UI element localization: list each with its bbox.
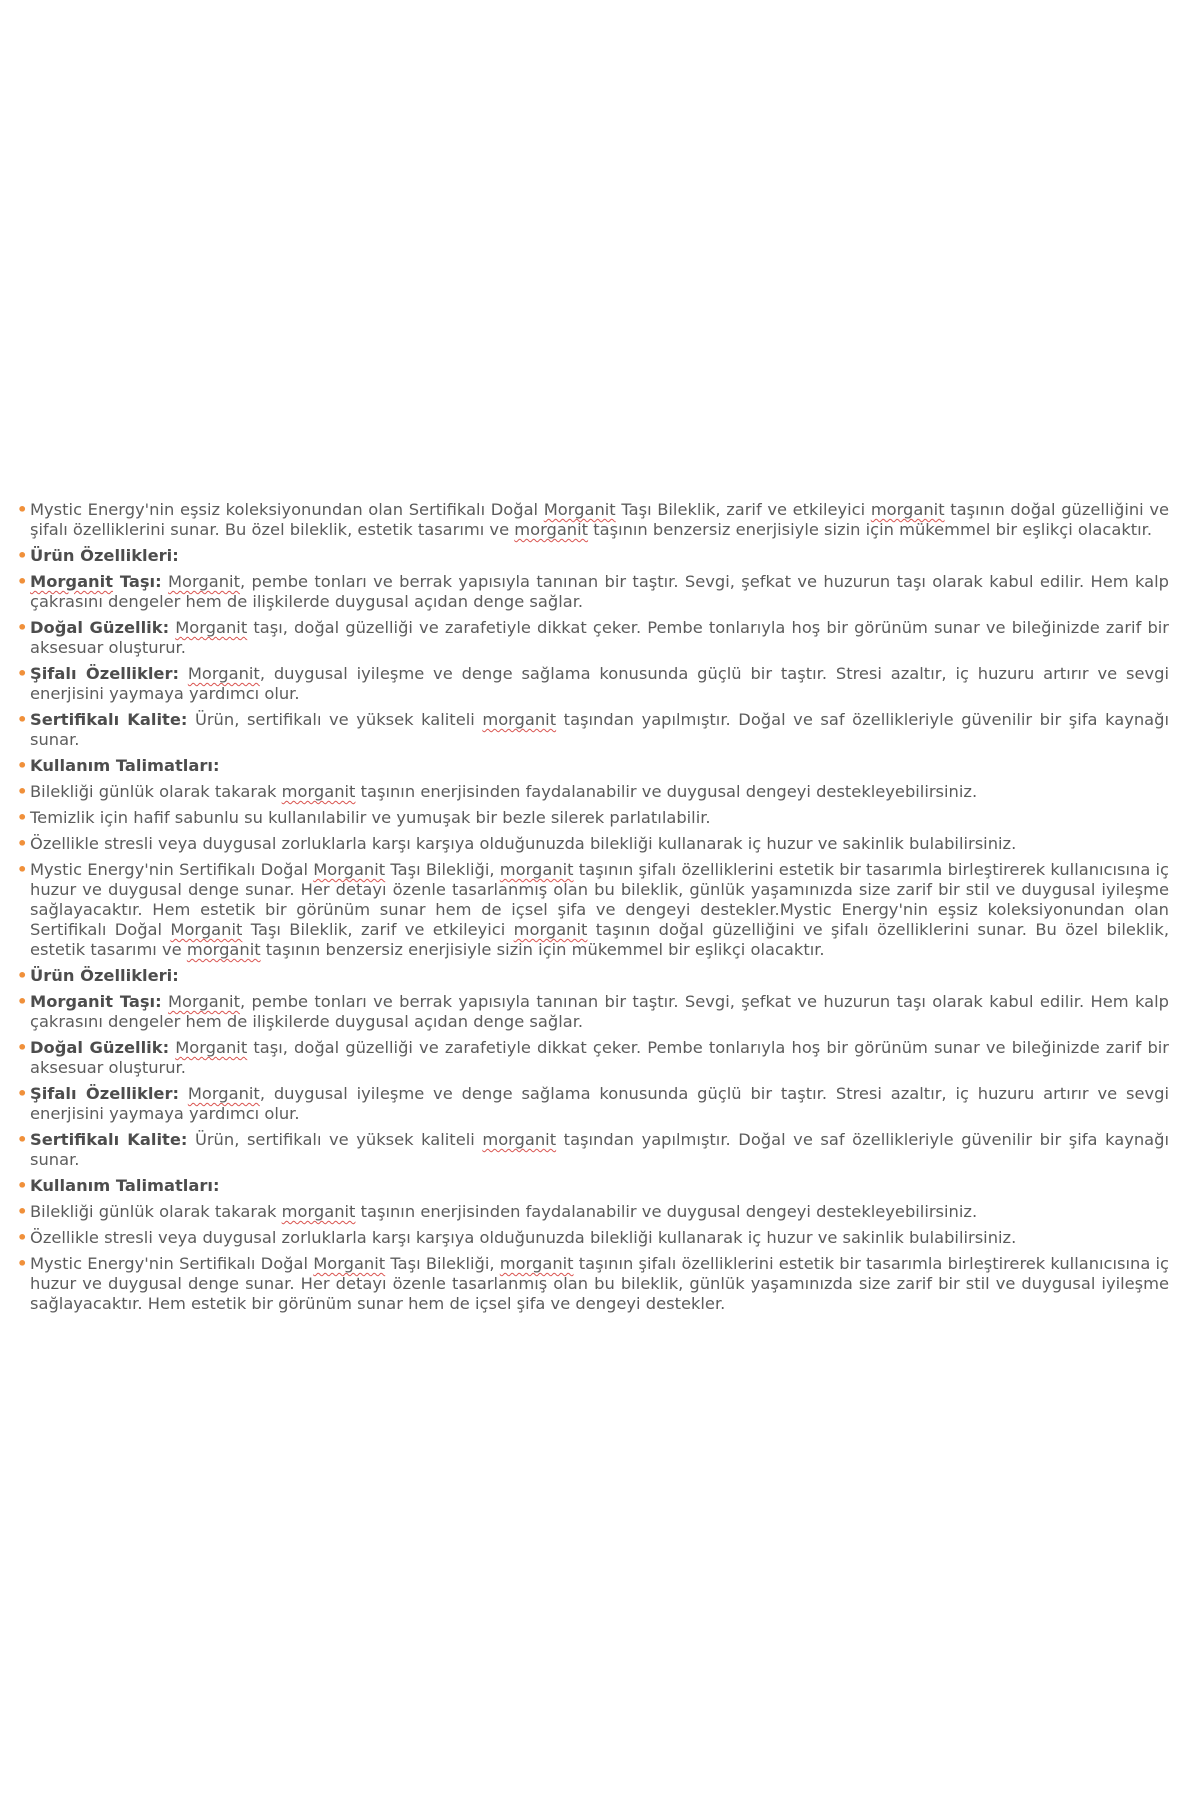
feature-label: Şifalı Özellikler: [30,1084,179,1103]
text-segment: Mystic Energy'nin eşsiz koleksiyonundan olan Sertifikalı Doğal [30,500,544,519]
feature-label: Sertifikalı Kalite: [30,1130,188,1149]
bullet-icon: • [17,966,28,985]
text-segment: Morganit [175,618,248,637]
feature-item [17,572,1169,612]
bullet-icon: • [17,834,28,853]
text-segment: Ürün, sertifikalı ve yüksek kaliteli [187,710,483,729]
text-segment: , duygusal iyileşme ve denge sağlama konusunda güçlü bir taştır. Stresi azaltır, iç huzuru artırır ve sevgi enerjisini yaymaya yardımcı olur. [30,1084,1169,1123]
text-segment: morganit [281,782,356,801]
text-segment: Morganit [313,860,386,879]
text-segment: Mystic Energy'nin Sertifikalı Doğal [30,1254,314,1273]
text-segment: Ürün, sertifikalı ve yüksek kaliteli [187,1130,483,1149]
text-segment: Morganit [187,1084,260,1103]
list-item [17,1254,1169,1314]
text-segment: taşından yapılmıştır. Doğal ve saf özellikleriyle güvenilir bir şifa kaynağı sunar. [30,1130,1169,1169]
text-segment: Taşı Bileklik, zarif ve etkileyici [242,920,514,939]
list-item [17,500,1169,540]
text-segment: morganit [513,920,588,939]
feature-item [17,1084,1169,1124]
section-heading [17,756,1169,776]
section-heading [17,966,1169,986]
bullet-icon: • [17,1254,28,1273]
text-segment: Özellikle stresli veya duygusal zorluklarla karşı karşıya olduğunuzda bilekliği kullanarak iç huzur ve sakinlik bulabilirsiniz. [30,1228,1017,1247]
bullet-icon: • [17,710,28,729]
bullet-icon: • [17,1202,28,1221]
text-segment: Özellikle stresli veya duygusal zorluklarla karşı karşıya olduğunuzda bilekliği kullanarak iç huzur ve sakinlik bulabilirsiniz. [30,834,1017,853]
text-segment: Mystic Energy'nin Sertifikalı Doğal [30,860,314,879]
text-segment: , duygusal iyileşme ve denge sağlama konusunda güçlü bir taştır. Stresi azaltır, iç huzuru artırır ve sevgi enerjisini yaymaya yardımcı olur. [30,664,1169,703]
text-segment: taşının enerjisinden faydalanabilir ve duygusal dengeyi destekleyebilirsiniz. [355,1202,978,1221]
feature-item [17,664,1169,704]
text-segment [179,664,188,683]
list-item [17,860,1169,960]
feature-item [17,618,1169,658]
feature-label: Taşı: [113,572,162,591]
text-segment: Bilekliği günlük olarak takarak [30,782,282,801]
bullet-icon: • [17,782,28,801]
text-segment: Temizlik için hafif sabunlu su kullanılabilir ve yumuşak bir bezle silerek parlatılabilir. [30,808,711,827]
text-segment: taşının benzersiz enerjisiyle sizin için mükemmel bir eşlikçi olacaktır. [588,520,1153,539]
bullet-icon: • [17,1228,28,1247]
feature-label: Sertifikalı Kalite: [30,710,188,729]
text-segment: morganit [514,520,589,539]
text-segment: taşının enerjisinden faydalanabilir ve duygusal dengeyi destekleyebilirsiniz. [355,782,978,801]
text-segment: Bilekliği günlük olarak takarak [30,1202,282,1221]
list-item [17,782,1169,802]
text-segment: taşından yapılmıştır. Doğal ve saf özellikleriyle güvenilir bir şifa kaynağı sunar. [30,710,1169,749]
bullet-icon: • [17,1038,28,1057]
text-segment: Morganit [168,572,240,591]
text-segment: Morganit [543,500,616,519]
text-segment: , pembe tonları ve berrak yapısıyla tanınan bir taştır. Sevgi, şefkat ve huzurun taşı olarak kabul edilir. Hem kalp çakrasını dengeler hem de ilişkilerde duygusal açıdan denge sağlar. [30,572,1169,611]
text-segment: taşının doğal güzelliğini ve şifalı özelliklerini sunar. Bu özel bileklik, estetik tasarımı ve [30,500,1169,539]
bullet-icon: • [17,618,28,637]
list-item [17,1228,1169,1248]
bullet-icon: • [17,992,28,1011]
text-segment: taşının şifalı özelliklerini estetik bir tasarımla birleştirerek kullanıcısına iç huzur ve duygusal denge sunar. Her detayı özenle tasarlanmış olan bu bileklik, günlük yaşamınızda size zarif bir stil ve duygusal iyileşme sağlayacaktır. Hem estetik bir görünüm sunar hem de içsel şifa ve dengeyi destekler.Mystic Energy'nin eşsiz koleksiyonundan olan Sertifikalı Doğal [30,860,1170,939]
section-heading [17,1176,1169,1196]
bullet-icon: • [17,860,28,879]
feature-item [17,1130,1169,1170]
feature-item [17,1038,1169,1078]
list-item [17,1202,1169,1222]
text-segment: Ürün Özellikleri: [30,546,179,565]
text-segment: Taşı Bilekliği, [385,1254,500,1273]
feature-label: Morganit [30,572,114,591]
feature-label: Şifalı Özellikler: [30,664,179,683]
product-description [17,500,1169,1320]
text-segment: morganit [499,1254,574,1273]
text-segment: taşının benzersiz enerjisiyle sizin için mükemmel bir eşlikçi olacaktır. [260,940,825,959]
text-segment: taşı, doğal güzelliği ve zarafetiyle dikkat çeker. Pembe tonlarıyla hoş bir görünüm sunar ve bileğinizde zarif bir aksesuar oluşturur. [30,1038,1169,1077]
feature-item [17,710,1169,750]
text-segment: Taşı Bileklik, zarif ve etkileyici [615,500,871,519]
text-segment [179,1084,188,1103]
feature-label: Doğal Güzellik: [30,1038,170,1057]
feature-label: Morganit Taşı: [30,992,162,1011]
text-segment: Kullanım Talimatları: [30,756,220,775]
bullet-icon: • [17,500,28,519]
text-segment: morganit [281,1202,356,1221]
text-segment: Morganit [313,1254,386,1273]
list-item [17,834,1169,854]
text-segment: Ürün Özellikleri: [30,966,179,985]
bullet-icon: • [17,664,28,683]
text-segment: Morganit [168,992,240,1011]
text-segment: Kullanım Talimatları: [30,1176,220,1195]
bullet-icon: • [17,1176,28,1195]
section-heading [17,546,1169,566]
bullet-icon: • [17,572,28,591]
text-segment: Taşı Bilekliği, [385,860,500,879]
text-segment: Morganit [170,920,243,939]
text-segment: morganit [186,940,261,959]
bullet-icon: • [17,1084,28,1103]
feature-label: Doğal Güzellik: [30,618,170,637]
text-segment: morganit [870,500,945,519]
bullet-icon: • [17,1130,28,1149]
bullet-icon: • [17,546,28,565]
text-segment: morganit [482,710,557,729]
feature-item [17,992,1169,1032]
text-segment: Morganit [175,1038,248,1057]
text-segment: , pembe tonları ve berrak yapısıyla tanınan bir taştır. Sevgi, şefkat ve huzurun taşı olarak kabul edilir. Hem kalp çakrasını dengeler hem de ilişkilerde duygusal açıdan denge sağlar. [30,992,1169,1031]
text-segment: morganit [499,860,574,879]
text-segment: taşının doğal güzelliğini ve şifalı özelliklerini sunar. Bu özel bileklik, estetik tasarımı ve [30,920,1170,959]
bullet-icon: • [17,756,28,775]
text-segment: taşının şifalı özelliklerini estetik bir tasarımla birleştirerek kullanıcısına iç huzur ve duygusal denge sunar. Her detayı özenle tasarlanmış olan bu bileklik, günlük yaşamınızda size zarif bir stil ve duygusal iyileşme sağlayacaktır. Hem estetik bir görünüm sunar hem de içsel şifa ve dengeyi destekler. [30,1254,1170,1313]
bullet-icon: • [17,808,28,827]
text-segment: morganit [482,1130,557,1149]
text-segment: Morganit [187,664,260,683]
list-item [17,808,1169,828]
text-segment: taşı, doğal güzelliği ve zarafetiyle dikkat çeker. Pembe tonlarıyla hoş bir görünüm sunar ve bileğinizde zarif bir aksesuar oluşturur. [30,618,1169,657]
